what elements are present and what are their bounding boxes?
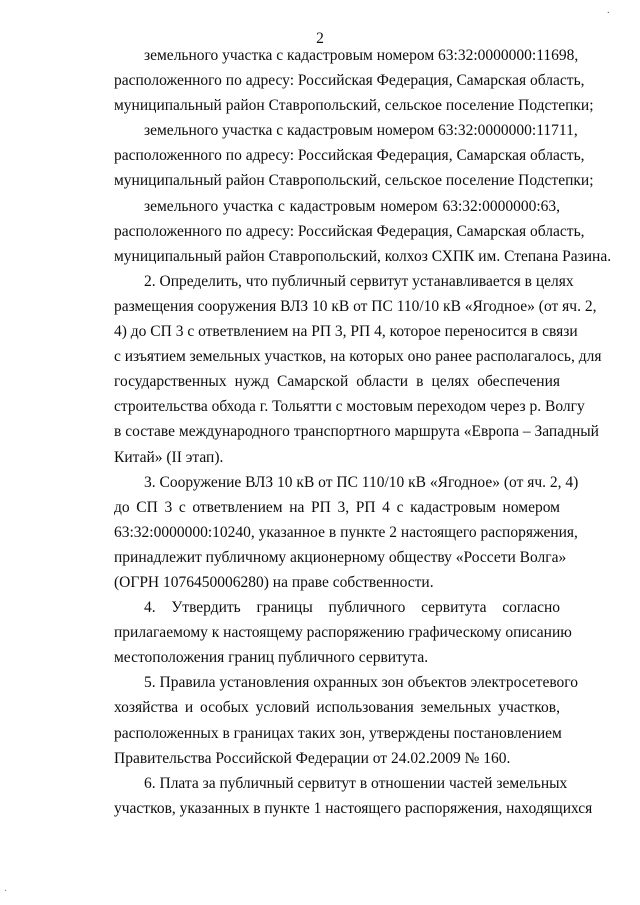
document-body — [84, 43, 612, 821]
paragraph-item-1c — [84, 194, 612, 269]
text-line: 63:32:0000000:10240, указанное в пункте 2 настоящего распоряжения, — [114, 523, 578, 541]
text-line: муниципальный район Ставропольский, сельское поселение Подстепки; — [114, 97, 594, 115]
text-line: строительства обхода г. Тольятти с мостовым переходом через р. Волгу — [114, 398, 585, 416]
scan-edge-mark: · — [4, 886, 8, 897]
text-line: в составе международного транспортного маршрута «Европа – Западный — [114, 423, 599, 441]
text-line: земельного участка с кадастровым номером 63:32:0000000:63, — [144, 197, 560, 215]
text-line: расположенного по адресу: Российская Федерация, Самарская область, — [114, 147, 585, 165]
text-line: принадлежит публичному акционерному обществу «Россети Волга» — [114, 548, 567, 566]
text-line: 6. Плата за публичный сервитут в отношении частей земельных — [144, 774, 568, 792]
text-line: расположенных в границах таких зон, утверждены постановлением — [114, 724, 562, 742]
scan-speck-mark: · — [606, 8, 610, 19]
text-line: муниципальный район Ставропольский, колхоз СХПК им. Степана Разина. — [114, 247, 612, 265]
text-line: государственных нужд Самарской области в целях обеспечения — [114, 373, 560, 391]
paragraph-item-2 — [84, 269, 602, 470]
text-line: хозяйства и особых условий использования земельных участков, — [114, 699, 560, 717]
text-line: 3. Сооружение ВЛЗ 10 кВ от ПС 110/10 кВ «Ягодное» (от яч. 2, 4) — [144, 473, 579, 491]
text-line: 2. Определить, что публичный сервитут устанавливается в целях — [144, 272, 574, 290]
text-line: 4. Утвердить границы публичного сервитута согласно — [144, 599, 560, 617]
paragraph-item-4 — [84, 595, 572, 670]
text-line: местоположения границ публичного сервитута. — [114, 649, 429, 667]
text-line: с изъятием земельных участков, на которых оно ранее располагалось, для — [114, 348, 602, 366]
paragraph-item-1a — [84, 43, 594, 118]
text-line: расположенного по адресу: Российская Федерация, Самарская область, — [114, 222, 585, 240]
text-line: земельного участка с кадастровым номером 63:32:0000000:11711, — [144, 122, 578, 140]
text-line: до СП 3 с ответвлением на РП 3, РП 4 с кадастровым номером — [114, 498, 560, 516]
text-line: (ОГРН 1076450006280) на праве собственности. — [114, 573, 434, 591]
text-line: Правительства Российской Федерации от 24.02.2009 № 160. — [114, 749, 511, 767]
paragraph-item-5 — [84, 670, 579, 770]
text-line: муниципальный район Ставропольский, сельское поселение Подстепки; — [114, 172, 594, 190]
paragraph-item-1b — [84, 118, 594, 193]
text-line: размещения сооружения ВЛЗ 10 кВ от ПС 110/10 кВ «Ягодное» (от яч. 2, — [114, 297, 597, 315]
paragraph-item-3 — [84, 470, 579, 595]
text-line: прилагаемому к настоящему распоряжению графическому описанию — [114, 624, 572, 642]
text-line: Китай» (II этап). — [114, 448, 224, 466]
paragraph-item-6 — [84, 771, 593, 821]
text-line: 5. Правила установления охранных зон объектов электросетевого — [144, 674, 579, 692]
page-number: 2 — [316, 30, 324, 47]
text-line: участков, указанных в пункте 1 настоящего распоряжения, находящихся — [114, 799, 593, 817]
text-line: расположенного по адресу: Российская Федерация, Самарская область, — [114, 72, 585, 90]
text-line: 4) до СП 3 с ответвлением на РП 3, РП 4, которое переносится в связи — [114, 323, 578, 341]
text-line: земельного участка с кадастровым номером 63:32:0000000:11698, — [144, 47, 579, 64]
